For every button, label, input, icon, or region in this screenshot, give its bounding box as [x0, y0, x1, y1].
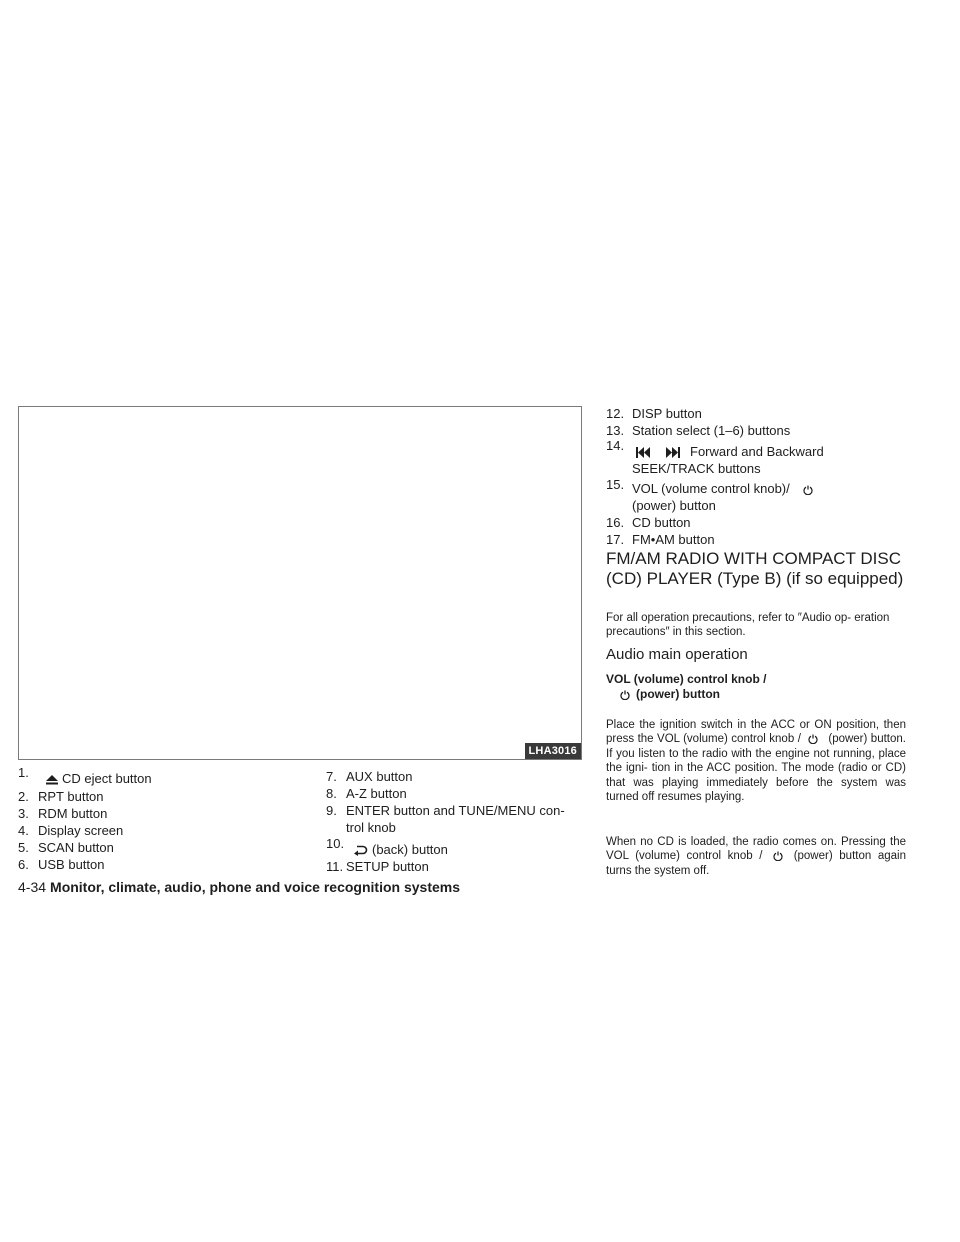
item-label: AUX button [346, 769, 413, 784]
item-label: Station select (1–6) buttons [632, 423, 791, 438]
body-text-part: (power) button again turns the system off. [606, 850, 907, 877]
item-number: 15. [606, 477, 625, 492]
item-label: SETUP button [346, 859, 429, 874]
seek-track-icon [636, 447, 680, 458]
item-label: CD eject button [62, 771, 152, 786]
item-number: 16. [606, 515, 625, 530]
item-label: Forward and Backward [690, 444, 824, 459]
list-item [606, 422, 916, 439]
list-item [606, 514, 916, 531]
control-label [606, 672, 906, 702]
item-number: 6. [18, 857, 29, 872]
list-item [606, 438, 916, 477]
list-item [18, 765, 308, 787]
item-label: Display screen [38, 823, 124, 838]
list-item [326, 858, 594, 875]
list-item [606, 477, 916, 514]
back-arrow-icon [354, 845, 368, 856]
intro-paragraph: For all operation precautions, refer to ″Audio op- eration precautions″ in this section. [606, 612, 890, 638]
page-footer [18, 879, 460, 895]
item-label: ENTER button and TUNE/MENU con- [346, 803, 565, 818]
item-label: SCAN button [38, 840, 114, 855]
list-item [18, 822, 308, 839]
item-label: CD button [632, 515, 691, 530]
list-item [326, 802, 594, 836]
item-label: (back) button [372, 842, 448, 857]
item-number: 4. [18, 823, 29, 838]
list-item [326, 785, 594, 802]
item-number: 3. [18, 806, 29, 821]
body-text-part: Place the ignition switch in the ACC or ON position, then press the VOL (volume) control knob / [606, 719, 906, 746]
power-icon [808, 734, 818, 744]
list-item [18, 788, 308, 805]
item-label-continued: trol knob [346, 820, 396, 835]
item-number: 12. [606, 406, 625, 421]
item-label: A-Z button [346, 786, 407, 801]
list-item [326, 836, 594, 858]
body-paragraph [606, 718, 906, 804]
figure-code: LHA3016 [525, 743, 581, 759]
page-number: 4-34 [18, 879, 47, 895]
body-text-part: When no CD is loaded, the radio comes on. Pressing the VOL (volume) control knob / [606, 836, 906, 863]
item-number: 5. [18, 840, 29, 855]
item-number: 8. [326, 786, 337, 801]
legend-list-middle [326, 768, 594, 875]
item-label: RDM button [38, 806, 108, 821]
item-number: 2. [18, 789, 29, 804]
list-item [18, 805, 308, 822]
control-label-line2: (power) button [636, 687, 720, 701]
legend-list-right [606, 405, 916, 548]
figure-frame [18, 406, 582, 760]
item-label: USB button [38, 857, 105, 872]
list-item [606, 405, 916, 422]
control-label-line1: VOL (volume) control knob / [606, 672, 767, 686]
body-text-part: (power) button. If you listen to the radio with the engine not running, place the igni- tion in the ACC position. The mode (radio or CD) that was playing immediately before the system was turned off resumes playing. [606, 733, 906, 804]
eject-icon [46, 775, 58, 785]
item-label: RPT button [38, 789, 104, 804]
legend-list-left [18, 765, 308, 873]
power-icon [620, 690, 630, 700]
subheading: Audio main operation [606, 646, 748, 663]
body-paragraph [606, 835, 906, 878]
list-item [18, 856, 308, 873]
item-label: FM•AM button [632, 532, 715, 547]
item-label: VOL (volume control knob)/ [632, 481, 790, 496]
item-number: 11. [326, 859, 344, 874]
list-item [326, 768, 594, 785]
power-icon [773, 851, 783, 861]
chapter-title: Monitor, climate, audio, phone and voice recognition systems [50, 879, 460, 895]
item-label-continued: (power) button [632, 498, 716, 513]
item-label-continued: SEEK/TRACK buttons [632, 461, 761, 476]
item-number: 14. [606, 438, 625, 453]
item-number: 7. [326, 769, 337, 784]
section-heading: FM/AM RADIO WITH COMPACT DISC (CD) PLAYER (Type B) (if so equipped) [606, 549, 904, 588]
item-label: DISP button [632, 406, 702, 421]
power-icon [803, 485, 813, 495]
item-number: 10. [326, 836, 345, 851]
item-number: 9. [326, 803, 337, 818]
item-number: 17. [606, 532, 625, 547]
list-item [606, 531, 916, 548]
list-item [18, 839, 308, 856]
item-number: 1. [18, 765, 29, 780]
item-number: 13. [606, 423, 625, 438]
